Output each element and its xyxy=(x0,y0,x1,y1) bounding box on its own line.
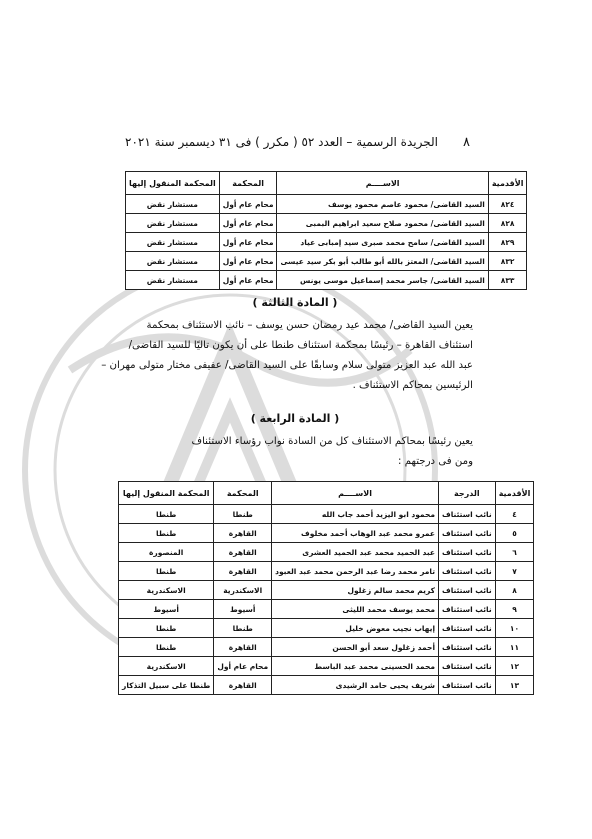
cell-seniority: ٨٣٣ xyxy=(488,271,527,290)
cell-target: طنطا على سبيل التذكار xyxy=(119,676,214,695)
cell-grade: نائب استئناف xyxy=(439,543,496,562)
col-header-grade: الدرجة xyxy=(439,482,496,505)
cell-court: القاهرة xyxy=(214,524,272,543)
col-header-seniority: الأقدمية xyxy=(488,172,527,195)
cell-seniority: ٨٢٨ xyxy=(488,214,527,233)
cell-target: الاسكندرية xyxy=(119,581,214,600)
cell-grade: نائب استئناف xyxy=(439,676,496,695)
cell-grade: نائب استئناف xyxy=(439,505,496,524)
cell-name: كريم محمد سالم زغلول xyxy=(272,581,439,600)
table-row xyxy=(126,271,527,290)
cell-court: محام عام أول xyxy=(219,252,277,271)
cell-name: السيد القاضى/ محمود صلاح سعيد ابراهيم البمبى xyxy=(277,214,488,233)
cell-name: أحمد زغلول سعد أبو الحسن xyxy=(272,638,439,657)
paragraph-line: ومن فى درجتهم : xyxy=(398,456,473,467)
paragraph-line: يعين رئيسًا بمحاكم الاستئناف كل من السادة نواب رؤساء الاستئناف xyxy=(191,436,473,447)
cell-grade: نائب استئناف xyxy=(439,600,496,619)
cell-grade: نائب استئناف xyxy=(439,581,496,600)
paragraph-line: استئناف القاهرة – رئيسًا بمحكمة استئناف طنطا على أن يكون تاليًا للسيد القاضى/ xyxy=(128,340,473,351)
table-row xyxy=(119,600,534,619)
cell-seniority: ٨٢٩ xyxy=(488,233,527,252)
cell-seniority: ١٠ xyxy=(495,619,534,638)
cell-court: طنطا xyxy=(214,619,272,638)
table-row xyxy=(119,676,534,695)
table-row xyxy=(119,638,534,657)
cell-seniority: ٨٢٤ xyxy=(488,195,527,214)
page-header xyxy=(125,133,470,151)
cell-name: السيد القاضى/ المعتز بالله أبو طالب أبو بكر سيد عيسى xyxy=(277,252,488,271)
cell-court: الاسكندرية xyxy=(214,581,272,600)
table-row xyxy=(119,619,534,638)
table-row xyxy=(126,233,527,252)
cell-court: محام عام أول xyxy=(219,233,277,252)
table-row xyxy=(119,657,534,676)
cell-target: طنطا xyxy=(119,505,214,524)
table-row xyxy=(126,252,527,271)
cell-seniority: ٩ xyxy=(495,600,534,619)
table-row xyxy=(126,195,527,214)
col-header-court: المحكمة xyxy=(219,172,277,195)
page-number: ٨ xyxy=(463,134,470,150)
cell-name: إيهاب نجيب معوض خليل xyxy=(272,619,439,638)
cell-court: القاهرة xyxy=(214,638,272,657)
cell-target: مستشار نقض xyxy=(126,233,220,252)
cell-name: شريف يحيى حامد الرشيدى xyxy=(272,676,439,695)
seniority-table-1 xyxy=(125,171,527,290)
cell-seniority: ٦ xyxy=(495,543,534,562)
cell-name: عمرو محمد عبد الوهاب أحمد مخلوف xyxy=(272,524,439,543)
cell-name: محمد يوسف محمد الليثى xyxy=(272,600,439,619)
article-4-title: ( المادة الرابعة ) xyxy=(250,412,340,425)
cell-seniority: ٧ xyxy=(495,562,534,581)
table-header-row xyxy=(126,172,527,195)
paragraph-line: الرئيسين بمحاكم الاستئناف . xyxy=(352,380,473,391)
table-row xyxy=(119,581,534,600)
col-header-name: الاســــم xyxy=(272,482,439,505)
cell-target: مستشار نقض xyxy=(126,195,220,214)
col-header-seniority: الأقدمية xyxy=(495,482,534,505)
cell-seniority: ١٣ xyxy=(495,676,534,695)
paragraph-line: يعين السيد القاضى/ محمد عيد رمضان حسن يوسف – نائب الاستئناف بمحكمة xyxy=(146,320,473,331)
cell-seniority: ١١ xyxy=(495,638,534,657)
cell-target: المنصورة xyxy=(119,543,214,562)
cell-name: السيد القاضى/ محمود عاصم محمود يوسف xyxy=(277,195,488,214)
article-3-title: ( المادة الثالثة ) xyxy=(252,296,338,309)
cell-court: القاهرة xyxy=(214,543,272,562)
cell-target: طنطا xyxy=(119,524,214,543)
table-row xyxy=(119,505,534,524)
col-header-target-court: المحكمة المنقول إليها xyxy=(119,482,214,505)
cell-target: مستشار نقض xyxy=(126,214,220,233)
cell-grade: نائب استئناف xyxy=(439,619,496,638)
cell-court: طنطا xyxy=(214,505,272,524)
cell-court: القاهرة xyxy=(214,562,272,581)
cell-name: عبد الحميد محمد عبد الحميد العشرى xyxy=(272,543,439,562)
col-header-name: الاســــم xyxy=(277,172,488,195)
cell-court: محام عام أول xyxy=(219,214,277,233)
gazette-title: الجريدة الرسمية – العدد ٥٢ ( مكرر ) فى ٣١ ديسمبر سنة ٢٠٢١ xyxy=(125,135,438,149)
table-row xyxy=(119,562,534,581)
cell-seniority: ٨ xyxy=(495,581,534,600)
table-row xyxy=(119,524,534,543)
cell-court: القاهرة xyxy=(214,676,272,695)
cell-name: تامر محمد رضا عبد الرحمن محمد عبد العبود xyxy=(272,562,439,581)
article-3-text xyxy=(101,316,473,396)
cell-seniority: ٥ xyxy=(495,524,534,543)
cell-target: مستشار نقض xyxy=(126,271,220,290)
table-row xyxy=(126,214,527,233)
cell-grade: نائب استئناف xyxy=(439,562,496,581)
cell-target: طنطا xyxy=(119,562,214,581)
col-header-court: المحكمة xyxy=(214,482,272,505)
cell-court: محام عام أول xyxy=(219,271,277,290)
cell-target: مستشار نقض xyxy=(126,252,220,271)
cell-court: محام عام أول xyxy=(214,657,272,676)
cell-court: محام عام أول xyxy=(219,195,277,214)
cell-seniority: ٨٣٢ xyxy=(488,252,527,271)
cell-grade: نائب استئناف xyxy=(439,524,496,543)
table-row xyxy=(119,543,534,562)
cell-name: محمود ابو اليزيد أحمد جاب الله xyxy=(272,505,439,524)
cell-grade: نائب استئناف xyxy=(439,657,496,676)
cell-court: أسيوط xyxy=(214,600,272,619)
cell-name: محمد الحسينى محمد عبد الباسط xyxy=(272,657,439,676)
cell-target: طنطا xyxy=(119,638,214,657)
table-header-row xyxy=(119,482,534,505)
article-4-text xyxy=(118,432,473,472)
cell-target: أسيوط xyxy=(119,600,214,619)
cell-seniority: ٤ xyxy=(495,505,534,524)
cell-target: الاسكندرية xyxy=(119,657,214,676)
cell-name: السيد القاضى/ جاسر محمد إسماعيل موسى يونس xyxy=(277,271,488,290)
paragraph-line: عبد الله عبد العزيز متولى سلام وسابقًا على السيد القاضى/ عفيفى مختار متولى مهران – xyxy=(101,360,473,371)
cell-target: طنطا xyxy=(119,619,214,638)
cell-name: السيد القاضى/ سامح محمد صبرى سيد إمبابى عياد xyxy=(277,233,488,252)
cell-grade: نائب استئناف xyxy=(439,638,496,657)
cell-seniority: ١٢ xyxy=(495,657,534,676)
col-header-target-court: المحكمة المنقول إليها xyxy=(126,172,220,195)
seniority-table-2 xyxy=(118,481,534,695)
